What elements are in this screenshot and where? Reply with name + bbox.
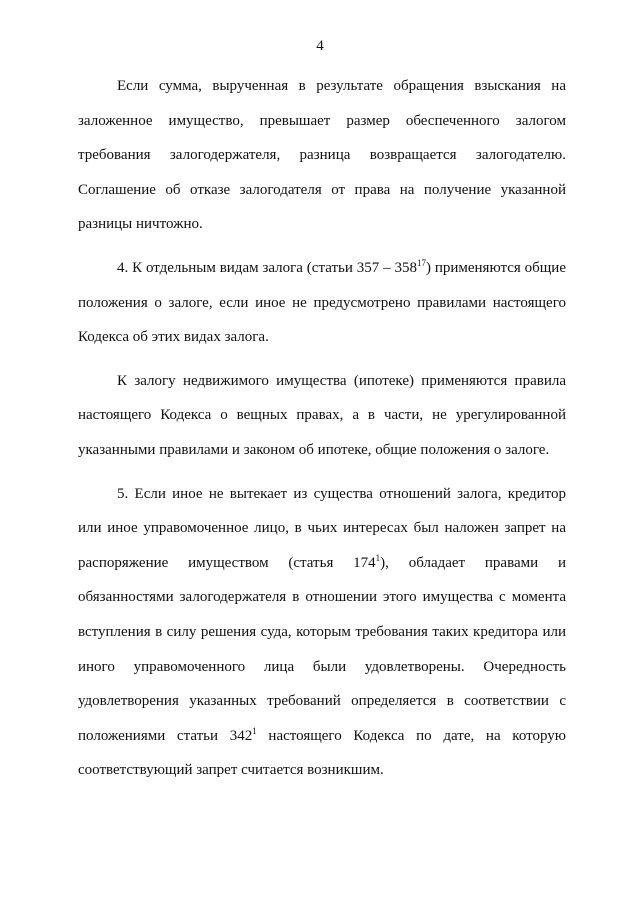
paragraph-1 xyxy=(78,69,566,242)
paragraph-4-text-a: 5. Если иное не вытекает из существа отношений залога, кредитор или иное управомоченное лицо, в чьих интересах был наложен запрет на распоряжение имуществом (статья 174 xyxy=(78,485,566,571)
paragraph-2-text-b: ) применяются общие положения о залоге, если иное не предусмотрено правилами настоящего Кодекса об этих видах залога. xyxy=(78,259,566,346)
paragraph-4-text-c: настоящего Кодекса по дате, на которую соответствующий запрет считается возникшим. xyxy=(78,727,566,779)
superscript-article-index: 17 xyxy=(416,257,426,268)
page-number: 4 xyxy=(316,38,324,54)
superscript-article-index: 1 xyxy=(375,552,381,563)
superscript-article-index: 1 xyxy=(252,725,257,736)
paragraph-4 xyxy=(78,477,566,788)
paragraph-4-text-b: ), обладает правами и обязанностями залогодержателя в отношении этого имущества с момента вступления в силу решения суда, которым требования таких кредитора или иного управомоченного лица были удовлетворены. Очередность удовлетворения указанных требований определяется в соответствии с положениями статьи 342 xyxy=(78,554,566,744)
paragraph-2 xyxy=(78,251,566,355)
paragraph-2-text-a: 4. К отдельным видам залога (статьи 357 – 358 xyxy=(117,259,417,276)
document-body xyxy=(78,69,566,788)
paragraph-1-text: Если сумма, вырученная в результате обращения взыскания на заложенное имущество, превышает размер обеспеченного залогом требования залогодержателя, разница возвращается залогодателю. Соглашение об отказе залогодателя от права на получение указанной разницы ничтожно. xyxy=(78,78,566,233)
paragraph-3-text: К залогу недвижимого имущества (ипотеке) применяются правила настоящего Кодекса о вещных правах, а в части, не урегулированной указанными правилами и законом об ипотеке, общие положения о залоге. xyxy=(78,372,566,458)
paragraph-3 xyxy=(78,364,566,468)
